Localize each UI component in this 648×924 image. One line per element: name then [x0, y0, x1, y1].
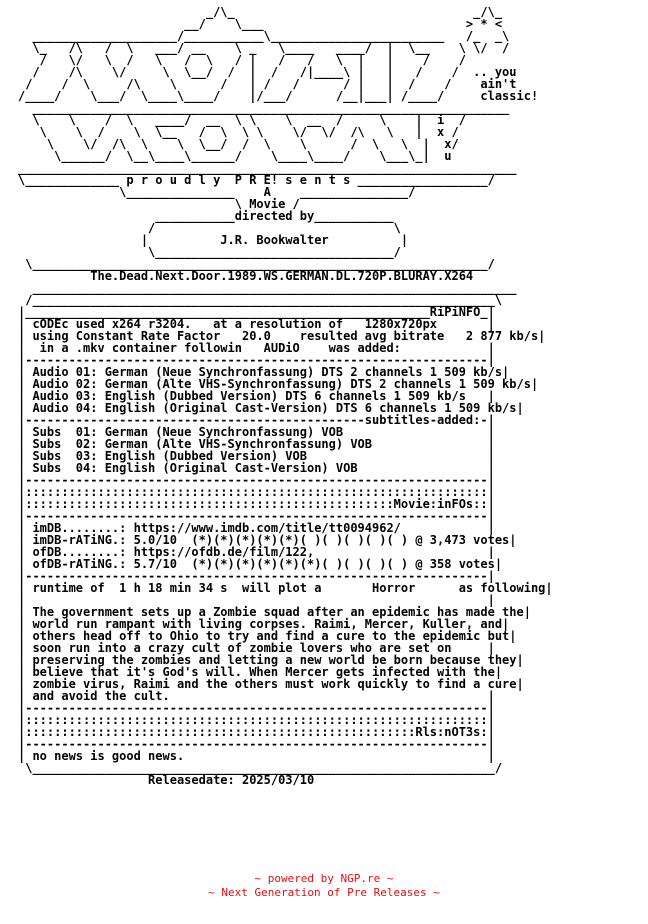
footer-tagline: ~ Next Generation of Pre Releases ~: [208, 886, 440, 899]
footer-powered-by: ~ powered by NGP.re ~: [254, 872, 394, 885]
footer: [0, 872, 648, 900]
nfo-text: _/\_ _/\_ __/ \___ > * < ____________________/___________\________________________ /_ _\ \_ /\ / \ ___/ __ \ _ \____ ____/ | \__ \ \/ / / \/ \ / \ / \ / | / / \ | | / / / /\ \/ \ \__/ / | / /|____\ | | / / .. you / / \ /\ \ / | / / / | | / / ain't /____/ \___/ \____\____/ |/___/ /__|___| /____/ classic! __________________________________________________________________ \ \ / \ ____/ __ \ \ \ __ / \ | i / \ \ / \ \__ / \ \ \ \/ \/ /\ \ | x / \ \/ /\ \ \ \__/ / \ \ / \ \ | x/ \______/ \__\____\______/ \____\____/ \___\_| u _____________________________________________________________________ \_____________ p r o u d l y P R E! s e n t s __________________/ \_______________ A _______________/ \ Movie / ___________directed by___________ / \ | J.R. Bookwalter | \_________________________________/ \_______________________________________________________________/ The.Dead.Next.Door.1989.WS.GERMAN.DL.720P.BLURAY.X264 ___________________________________________________________________ /________________________________________________________________\ |________________________________________________________RiPiNFO_| | cODEc used x264 r3204. at a resolution of 1280x720px | | using Constant Rate Factor 20.0 resulted avg bitrate 2 877 kb/s| | in a .mkv container followin AUDiO was added: | |----------------------------------------------------------------| | Audio 01: German (Neue Synchronfassung) DTS 2 channels 1 509 kb/s| | Audio 02: German (Alte VHS-Synchronfassung) DTS 2 channels 1 509 kb/s| | Audio 03: English (Dubbed Version) DTS 6 channels 1 509 kb/s | | Audio 04: English (Original Cast-Version) DTS 6 channels 1 509 kb/s| |-----------------------------------------------subtitles-added:-| | Subs 01: German (Neue Synchronfassung) VOB | | Subs 02: German (Alte VHS-Synchronfassung) VOB | | Subs 03: English (Dubbed Version) VOB | | Subs 04: English (Original Cast-Version) VOB | |----------------------------------------------------------------| |::::::::::::::::::::::::::::::::::::::::::::::::::::::::::::::::| |:::::::::::::::::::::::::::::::::::::::::::::::::::Movie:inFOs::| |----------------------------------------------------------------| | imDB........: https://www.imdb.com/title/tt0094962/ | | imDB-rATiNG.: 5.0/10 (*)(*)(*)(*)(*)( )( )( )( )( ) @ 3,473 votes| | ofDB........: https://ofdb.de/film/122, | | ofDB-rATiNG.: 5.7/10 (*)(*)(*)(*)(*)(*)( )( )( )( ) @ 358 votes| |----------------------------------------------------------------| | runtime of 1 h 18 min 34 s will plot a Horror as following| | | | The government sets up a Zombie squad after an epidemic has made the| | world run rampant with living corpses. Raimi, Mercer, Kuller, and| | others head off to Ohio to try and find a cure to the epidemic but| | soon run into a crazy cult of zombie lovers who are set on | | preserving the zombies and letting a new world be born because they| | believe that it's God's will. When Mercer gets infected with the| | zombie virus, Raimi and the others must work quickly to find a cure| | and avoid the cult. | |----------------------------------------------------------------| |::::::::::::::::::::::::::::::::::::::::::::::::::::::::::::::::| |::::::::::::::::::::::::::::::::::::::::::::::::::::::Rls:nOT3s:| |----------------------------------------------------------------| | no news is good news. | \________________________________________________________________/ Releasedate: 2025/03/10: [18, 5, 553, 787]
